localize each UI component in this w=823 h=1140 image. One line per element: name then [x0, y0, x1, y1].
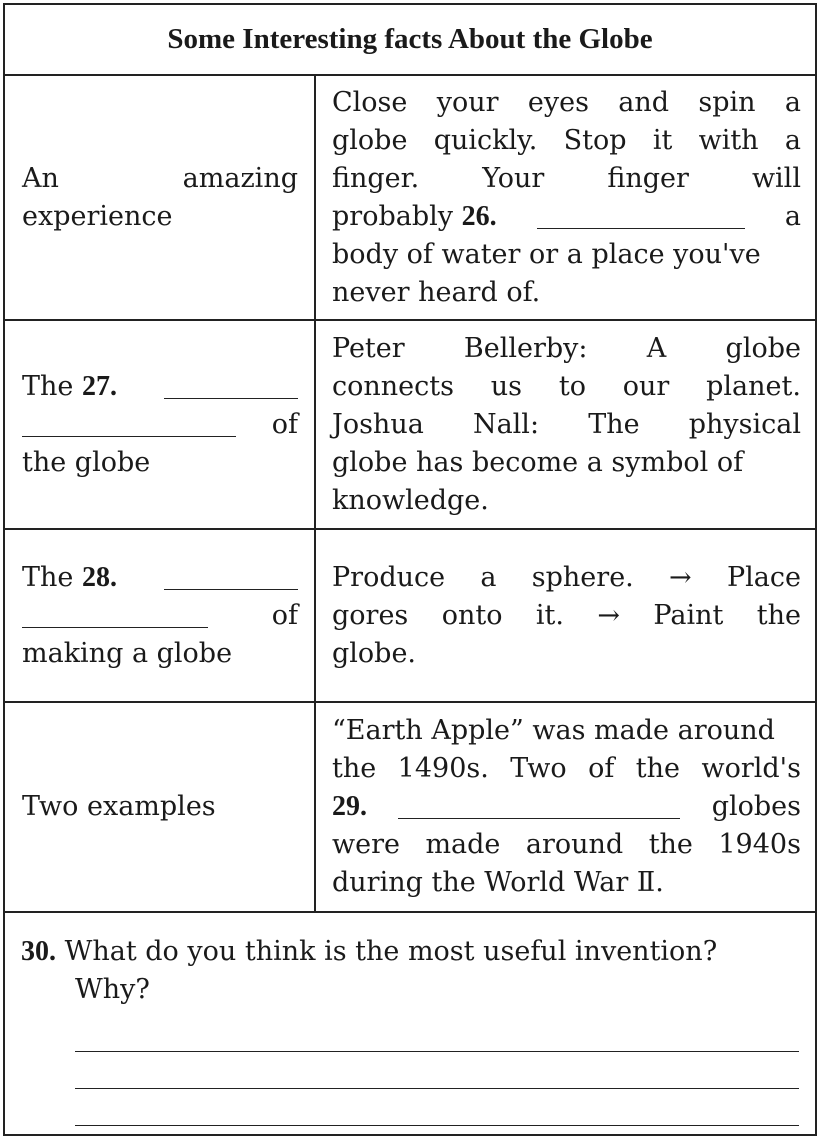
question-number-27: 27.: [81, 370, 117, 402]
row-content: Peter Bellerby: A globe connects us to our planet. Joshua Nall: The physical globe has become a symbol of knowledge.: [332, 332, 801, 516]
table-row: [5, 76, 815, 321]
answer-blank-27b[interactable]: [22, 406, 236, 437]
answer-blank-29[interactable]: [398, 788, 680, 819]
row-content: “Earth Apple” was made around the 1490s. Two of the world's 29. globes were made around the 1940s during the World War Ⅱ.: [332, 715, 801, 898]
answer-blank-28a[interactable]: [164, 559, 298, 590]
question-number-28: 28.: [81, 561, 117, 593]
row-label: The 28. of making a globe: [5, 530, 316, 701]
answer-blank-26[interactable]: [537, 198, 745, 229]
answer-blank-28b[interactable]: [22, 597, 208, 628]
row-label: An amazing experience: [5, 76, 316, 319]
question-number-26: 26.: [461, 200, 497, 232]
table-title: Some Interesting facts About the Globe: [5, 5, 815, 76]
table-row: [5, 530, 815, 703]
table-row: [5, 321, 815, 530]
row-label: The 27. of the globe: [5, 321, 316, 528]
question-30: 30. What do you think is the most useful invention? Why?: [5, 913, 815, 1126]
arrow-icon: →: [669, 561, 692, 593]
row-label: Two examples: [5, 703, 316, 911]
answer-line-3[interactable]: [75, 1089, 799, 1126]
answer-line-1[interactable]: [75, 1015, 799, 1052]
row-content: Close your eyes and spin a globe quickly. Stop it with a finger. Your finger will probably 26. a body of water or a place you've never heard of.: [332, 86, 801, 308]
answer-blank-27a[interactable]: [164, 368, 298, 399]
answer-line-2[interactable]: [75, 1052, 799, 1089]
table-row: [5, 703, 815, 913]
question-number-30: 30.: [21, 936, 56, 967]
row-content: Produce a sphere. → Place gores onto it. → Paint the globe.: [316, 530, 815, 701]
question-30-text: What do you think is the most useful invention?: [64, 936, 718, 967]
question-number-29: 29.: [332, 791, 367, 822]
worksheet-table: [3, 3, 817, 1136]
arrow-icon: →: [597, 599, 620, 631]
